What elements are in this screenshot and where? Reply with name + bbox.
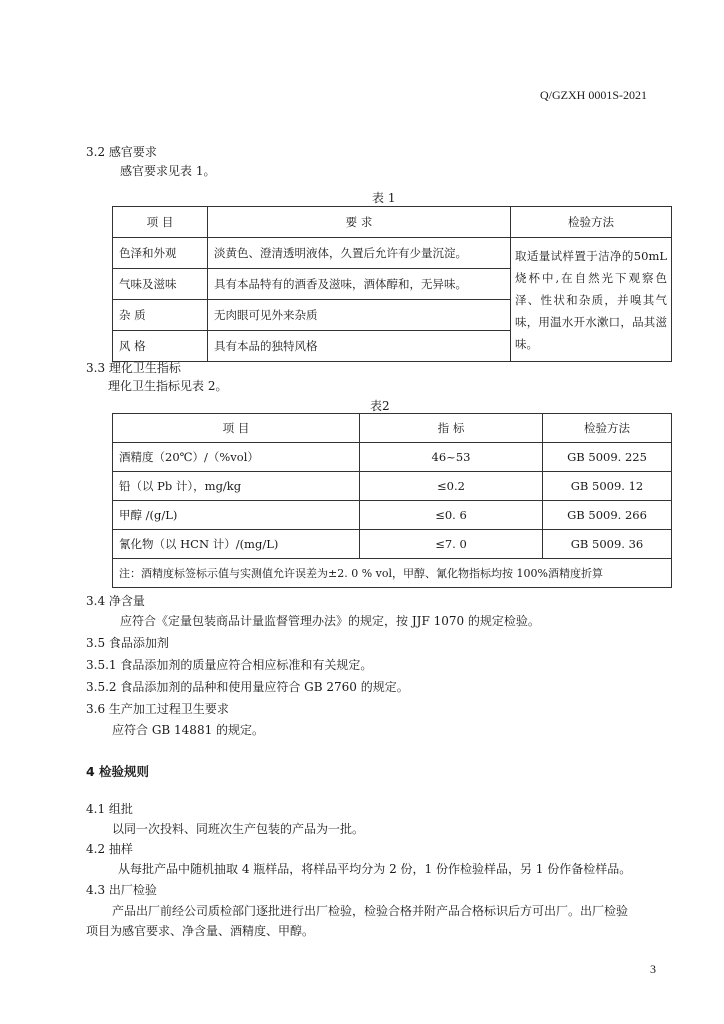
table-header-cell: 检验方法 (543, 414, 672, 443)
sensory-requirements-table (112, 206, 672, 362)
physicochemical-table (112, 413, 672, 588)
table-row (113, 238, 672, 269)
table-header-cell: 要 求 (208, 207, 511, 238)
table-cell: 具有本品的独特风格 (208, 331, 511, 362)
table-header-row (113, 207, 672, 238)
table-cell: GB 5009. 266 (543, 501, 672, 530)
table2-caption: 表2 (370, 399, 390, 413)
section-4-3-body-line2: 项目为感官要求、净含量、酒精度、甲醇。 (86, 924, 315, 938)
section-4-2-body: 从每批产品中随机抽取 4 瓶样品，将样品平均分为 2 份，1 份作检验样品，另 1 份作备检样品。 (118, 862, 632, 876)
section-4-1-body: 以同一次投料、同班次生产包装的产品为一批。 (112, 822, 365, 836)
section-3-5-heading: 3.5 食品添加剂 (86, 636, 169, 650)
table1-caption: 表 1 (372, 191, 396, 205)
table-cell: 风 格 (113, 331, 208, 362)
page-number: 3 (650, 962, 656, 976)
table-cell: 46~53 (360, 443, 543, 472)
section-4-heading: 4 检验规则 (86, 764, 150, 779)
section-3-6-body: 应符合 GB 14881 的规定。 (112, 723, 265, 737)
section-3-6-heading: 3.6 生产加工过程卫生要求 (86, 702, 229, 716)
table-cell: GB 5009. 12 (543, 472, 672, 501)
section-4-2-heading: 4.2 抽样 (86, 842, 133, 856)
table-cell: 杂 质 (113, 300, 208, 331)
section-3-2-intro: 感官要求见表 1。 (120, 164, 216, 178)
section-3-4-heading: 3.4 净含量 (86, 594, 145, 608)
section-3-2-heading: 3.2 感官要求 (86, 145, 157, 159)
table-row (113, 443, 672, 472)
table-cell: ≤0. 6 (360, 501, 543, 530)
section-3-3-intro: 理化卫生指标见表 2。 (108, 379, 228, 393)
section-3-5-2: 3.5.2 食品添加剂的品种和使用量应符合 GB 2760 的规定。 (86, 680, 409, 694)
table-cell: 淡黄色、澄清透明液体，久置后允许有少量沉淀。 (208, 238, 511, 269)
table-cell: 无肉眼可见外来杂质 (208, 300, 511, 331)
table-header-row (113, 414, 672, 443)
table-cell: 色泽和外观 (113, 238, 208, 269)
table-header-cell: 指 标 (360, 414, 543, 443)
table-row (113, 472, 672, 501)
table-header-cell: 项 目 (113, 207, 208, 238)
table-row (113, 530, 672, 559)
table-cell: 铅（以 Pb 计），mg/kg (113, 472, 360, 501)
doc-code-header: Q/GZXH 0001S-2021 (540, 88, 647, 102)
section-4-1-heading: 4.1 组批 (86, 802, 133, 816)
table-cell: 气味及滋味 (113, 269, 208, 300)
table-note-row (113, 559, 672, 588)
table-header-cell: 项 目 (113, 414, 360, 443)
table-cell: 酒精度（20℃）/（%vol） (113, 443, 360, 472)
section-3-4-body: 应符合《定量包装商品计量监督管理办法》的规定，按 JJF 1070 的规定检验。 (120, 614, 540, 628)
table-header-cell: 检验方法 (511, 207, 672, 238)
inspection-method-cell: 取适量试样置于洁净的50mL烧杯中,在自然光下观察色泽、性状和杂质，并嗅其气味，用温水开水漱口，品其滋味。 (511, 238, 672, 362)
table-cell: 具有本品特有的酒香及滋味，酒体醇和，无异味。 (208, 269, 511, 300)
section-4-3-body-line1: 产品出厂前经公司质检部门逐批进行出厂检验，检验合格并附产品合格标识后方可出厂。出厂检验 (112, 904, 629, 918)
section-3-5-1: 3.5.1 食品添加剂的质量应符合相应标准和有关规定。 (86, 658, 373, 672)
section-3-3-heading: 3.3 理化卫生指标 (86, 361, 181, 375)
table-note: 注：酒精度标签标示值与实测值允许误差为±2. 0 % vol，甲醇、氰化物指标均按 100%酒精度折算 (113, 559, 672, 588)
table-cell: 甲醇 /(g/L) (113, 501, 360, 530)
table-cell: GB 5009. 36 (543, 530, 672, 559)
table-cell: ≤7. 0 (360, 530, 543, 559)
table-cell: ≤0.2 (360, 472, 543, 501)
table-row (113, 501, 672, 530)
section-4-3-heading: 4.3 出厂检验 (86, 883, 157, 897)
table-cell: GB 5009. 225 (543, 443, 672, 472)
table-cell: 氰化物（以 HCN 计）/(mg/L) (113, 530, 360, 559)
